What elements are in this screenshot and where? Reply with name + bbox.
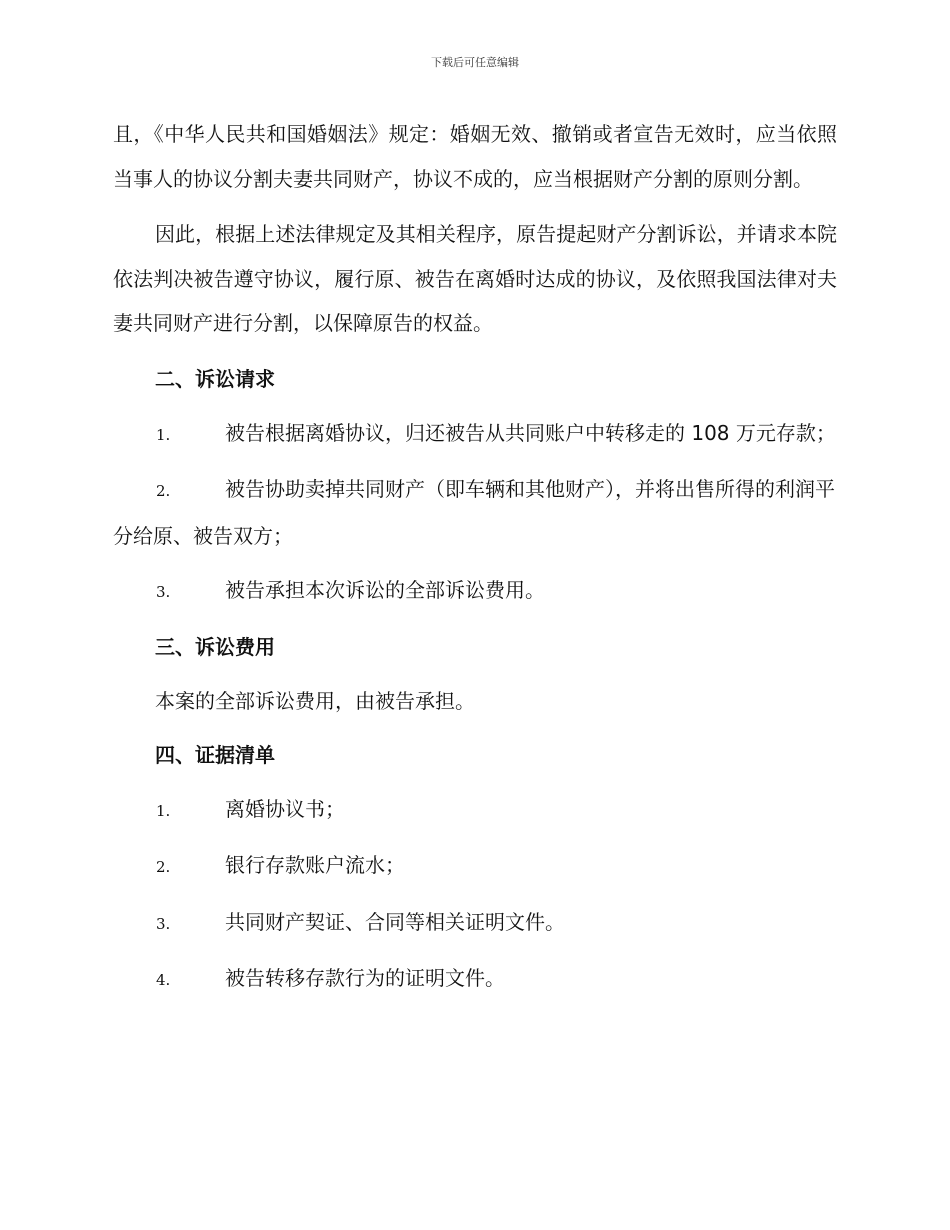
list-number: 3. [156, 583, 171, 601]
list-number: 2. [156, 858, 171, 876]
section-heading-evidence: 四、证据清单 [155, 742, 275, 767]
section-heading-claims: 二、诉讼请求 [155, 366, 275, 391]
list-text: 被告协助卖掉共同财产（即车辆和其他财产），并将出售所得的利润平分给原、被告双方； [113, 477, 835, 548]
list-text: 银行存款账户流水； [225, 853, 405, 877]
list-number: 2. [156, 482, 171, 500]
page-header: 下载后可任意编辑 [431, 56, 519, 69]
section-heading-fees: 三、诉讼费用 [155, 634, 275, 659]
list-number: 4. [156, 971, 171, 989]
fees-text: 本案的全部诉讼费用，由被告承担。 [155, 688, 475, 713]
list-item [113, 843, 837, 890]
list-number: 1. [156, 801, 171, 820]
list-number: 3. [156, 914, 171, 933]
list-item [113, 956, 837, 1003]
list-item [113, 467, 837, 558]
list-text: 共同财产契证、合同等相关证明文件。 [225, 909, 565, 934]
list-item [113, 568, 837, 615]
paragraph-marriage-law: 且，《中华人民共和国婚姻法》规定：婚姻无效、撤销或者宣告无效时，应当依照当事人的协议分割夫妻共同财产，协议不成的，应当根据财产分割的原则分割。 [113, 122, 837, 191]
list-text: 离婚协议书； [225, 796, 345, 821]
list-item [113, 900, 837, 947]
document-body [113, 112, 837, 1013]
list-text: 被告承担本次诉讼的全部诉讼费用。 [225, 578, 545, 602]
list-item [113, 787, 837, 834]
list-number: 1. [156, 425, 171, 444]
list-item [113, 411, 837, 458]
list-text: 被告转移存款行为的证明文件。 [225, 966, 505, 990]
list-text: 被告根据离婚协议，归还被告从共同账户中转移走的 108 万元存款； [225, 420, 836, 445]
paragraph-conclusion: 因此，根据上述法律规定及其相关程序，原告提起财产分割诉讼，并请求本院依法判决被告遵守协议，履行原、被告在离婚时达成的协议，及依照我国法律对夫妻共同财产进行分割，以保障原告的权益。 [113, 222, 837, 335]
